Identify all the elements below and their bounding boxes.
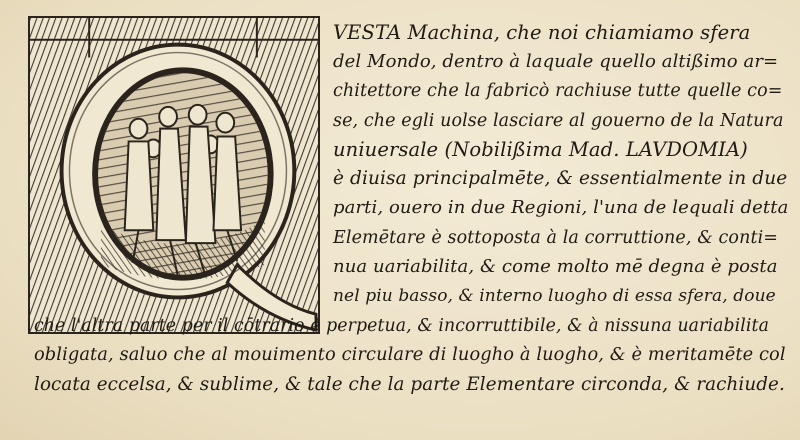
text-line-1: VESTA Machina, che noi chiamiamo sfera: [333, 21, 751, 44]
text-line-2: del Mondo, dentro à laquale quello altißimo ar=: [333, 51, 779, 72]
text-line-11: che l'altra parte per il cōtrario è perpetua, & incorruttibile, & à nissuna uariabilita: [34, 316, 769, 336]
text-line-4: se, che egli uolse lasciare al gouerno de la Natura: [333, 111, 784, 131]
text-line-7: parti, ouero in due Regioni, l'una de lequali detta: [333, 197, 789, 218]
text-line-12: obligata, saluo che al mouimento circulare di luogho à luogho, & è meritamēte col: [34, 344, 786, 365]
text-line-3: chitettore che la fabricò rachiuse tutte quelle co=: [333, 81, 783, 101]
text-line-10: nel piu basso, & interno luogho di essa sfera, doue: [333, 286, 776, 306]
text-line-8: Elemētare è sottoposta à la corruttione, & conti=: [333, 228, 779, 248]
woodcut-initial-q-icon: [30, 18, 318, 332]
text-line-9: nua uariabilita, & come molto mē degna è posta: [333, 256, 778, 277]
text-line-13: locata eccelsa, & sublime, & tale che la parte Elementare circonda, & rachiude.: [34, 374, 785, 395]
text-line-6: è diuisa principalmēte, & essentialmente in due: [333, 168, 788, 189]
decorated-initial-q: [28, 16, 320, 334]
text-line-5: uniuersale (Nobilißima Mad. LAVDOMIA): [333, 138, 748, 161]
